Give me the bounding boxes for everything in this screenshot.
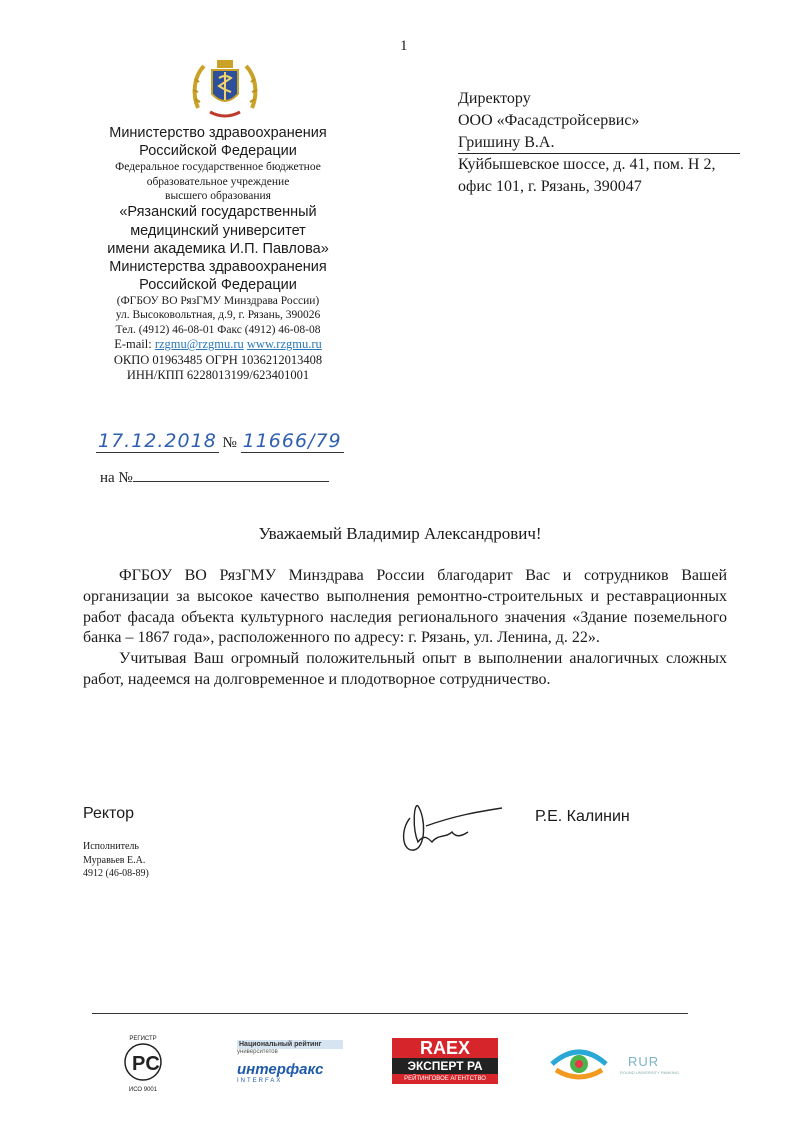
reference-blank — [133, 481, 329, 482]
university-emblem-icon — [190, 56, 260, 122]
svg-text:PC: PC — [132, 1053, 160, 1075]
inn-kpp: ИНН/КПП 6228013199/623401001 — [126, 368, 310, 383]
number-label: № — [222, 435, 237, 451]
page-number: 1 — [400, 38, 408, 54]
signature-icon — [396, 798, 504, 860]
executor-block — [83, 840, 149, 881]
addressee-address: офис 101, г. Рязань, 390047 — [458, 178, 642, 195]
raex-logo — [392, 1038, 498, 1090]
reference-label: на № — [100, 470, 133, 486]
letter-body — [83, 566, 727, 691]
website-link[interactable]: www.rzgmu.ru — [246, 337, 322, 352]
letter-date: 17.12.2018 — [98, 430, 217, 452]
gost-logo — [117, 1036, 169, 1092]
sender-line: Федеральное государственное бюджетное — [115, 161, 321, 174]
signatory-name: Р.Е. Калинин — [535, 808, 630, 825]
greeting: Уважаемый Владимир Александрович! — [258, 524, 542, 543]
raex-line3: РЕЙТИНГОВОЕ АГЕНТСТВО — [392, 1074, 498, 1084]
interfax-line2: университетов — [237, 1049, 278, 1055]
addressee-address: Куйбышевское шоссе, д. 41, пом. Н 2, — [458, 156, 716, 174]
executor-name: Муравьев Е.А. — [83, 854, 146, 866]
addressee-position: Директору — [458, 90, 531, 107]
signatory-title: Ректор — [83, 805, 134, 822]
rur-globe-icon — [548, 1040, 610, 1086]
raex-line1: RAEX — [392, 1038, 498, 1058]
registration-row — [96, 430, 344, 453]
sender-block — [68, 124, 368, 384]
sender-line: высшего образования — [165, 190, 271, 202]
gost-certification-icon — [117, 1042, 169, 1082]
gost-top-text: РЕГИСТР — [129, 1036, 157, 1042]
sender-contacts — [68, 337, 368, 353]
email-label: E-mail: — [114, 337, 152, 352]
addressee-name: Гришину В.А. — [458, 132, 740, 155]
sender-line: Российской Федерации — [139, 143, 297, 160]
interfax-logo — [237, 1040, 343, 1084]
letter-number: 11666/79 — [242, 430, 342, 452]
raex-line2: ЭКСПЕРТ РА — [392, 1058, 498, 1074]
body-paragraph: Учитывая Ваш огромный положительный опыт в выполнении аналогичных сложных работ, надеемся на долговременное и плодотворное сотрудничество. — [83, 650, 727, 688]
okpo-ogrn: ОКПО 01963485 ОГРН 1036212013408 — [113, 352, 323, 367]
executor-phone: 4912 (46-08-89) — [83, 868, 149, 879]
gost-bottom-text: ИСО 9001 — [128, 1087, 158, 1093]
rur-logo — [548, 1040, 678, 1090]
reference-row — [100, 470, 329, 487]
sender-line: Министерства здравоохранения — [109, 258, 327, 275]
sender-line: имени академика И.П. Павлова» — [107, 240, 329, 257]
email-link[interactable]: rzgmu@rzgmu.ru — [154, 337, 244, 352]
sender-line: Министерство здравоохранения — [109, 125, 327, 141]
sender-line: образовательное учреждение — [146, 175, 290, 188]
sender-line: медицинский университет — [130, 222, 306, 239]
body-paragraph: ФГБОУ ВО РязГМУ Минздрава России благодарит Вас и сотрудников Вашей организации за высокое качество выполнения ремонтно-строительных и реставрационных работ фасада объекта культурного наследия регионального значения «Здание поземельного банка – 1867 года», расположенного по адресу: г. Рязань, ул. Ленина, д. 22». — [83, 567, 727, 647]
addressee-block — [458, 88, 740, 198]
sender-line: «Рязанский государственный — [119, 204, 317, 221]
footer-divider — [92, 1013, 688, 1014]
rur-brand: RUR — [628, 1054, 660, 1069]
sender-line: Российской Федерации — [139, 276, 297, 293]
executor-label: Исполнитель — [83, 841, 139, 852]
sender-line: ул. Высоковольтная, д.9, г. Рязань, 390026 — [115, 309, 321, 322]
sender-line: (ФГБОУ ВО РязГМУ Минздрава России) — [116, 295, 320, 307]
interfax-sub: INTERFAX — [237, 1078, 283, 1084]
addressee-company: ООО «Фасадстройсервис» — [458, 111, 640, 129]
interfax-line1: Национальный рейтинг — [237, 1040, 343, 1049]
sender-line: Тел. (4912) 46-08-01 Факс (4912) 46-08-08 — [115, 323, 321, 336]
rur-sub: ROUND UNIVERSITY RANKING — [620, 1070, 680, 1075]
interfax-brand: интерфакс — [237, 1061, 324, 1078]
